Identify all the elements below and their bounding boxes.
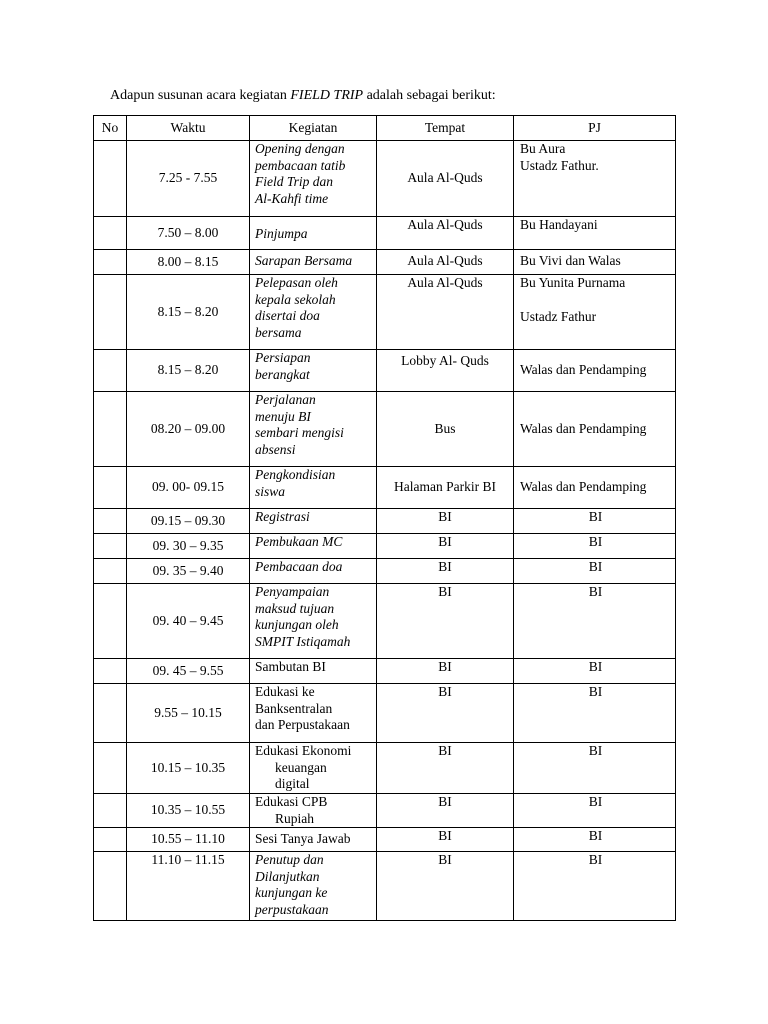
row-tempat: BI (377, 828, 514, 852)
header-kegiatan: Kegiatan (250, 116, 377, 141)
row-tempat: BI (377, 509, 514, 534)
table-row (94, 392, 676, 467)
row-no (94, 828, 127, 852)
row-no (94, 350, 127, 392)
row-pj: BI (514, 852, 676, 921)
row-tempat: Halaman Parkir BI (377, 467, 514, 509)
table-row (94, 467, 676, 509)
row-waktu: 09. 00- 09.15 (127, 467, 250, 509)
row-tempat: BI (377, 743, 514, 794)
row-kegiatan: Penyampaian maksud tujuan kunjungan oleh SMPIT Istiqamah (250, 584, 377, 659)
row-tempat: Bus (377, 392, 514, 467)
row-no (94, 509, 127, 534)
row-pj: Bu Vivi dan Walas (514, 250, 676, 275)
row-pj: BI (514, 509, 676, 534)
row-tempat: BI (377, 794, 514, 828)
row-no (94, 659, 127, 684)
row-waktu: 09. 30 – 9.35 (127, 534, 250, 559)
table-row (94, 659, 676, 684)
row-kegiatan: Sesi Tanya Jawab (250, 828, 377, 852)
row-pj: BI (514, 559, 676, 584)
row-kegiatan: Pelepasan oleh kepala sekolah disertai doa bersama (250, 275, 377, 350)
row-no (94, 141, 127, 217)
row-waktu: 11.10 – 11.15 (127, 852, 250, 921)
row-kegiatan: Pembacaan doa (250, 559, 377, 584)
table-row (94, 350, 676, 392)
header-waktu: Waktu (127, 116, 250, 141)
row-pj: Walas dan Pendamping (514, 467, 676, 509)
row-waktu: 10.55 – 11.10 (127, 828, 250, 852)
row-no (94, 584, 127, 659)
row-no (94, 467, 127, 509)
row-kegiatan: Opening dengan pembacaan tatib Field Trip dan Al-Kahfi time (250, 141, 377, 217)
row-waktu: 8.00 – 8.15 (127, 250, 250, 275)
row-no (94, 852, 127, 921)
row-waktu: 7.50 – 8.00 (127, 217, 250, 250)
row-tempat: BI (377, 584, 514, 659)
table-row (94, 743, 676, 794)
row-tempat: Aula Al-Quds (377, 217, 514, 250)
row-kegiatan: Pembukaan MC (250, 534, 377, 559)
row-pj: BI (514, 659, 676, 684)
header-row (94, 116, 676, 141)
header-no: No (94, 116, 127, 141)
schedule-table (93, 115, 676, 921)
row-waktu: 7.25 - 7.55 (127, 141, 250, 217)
row-waktu: 8.15 – 8.20 (127, 350, 250, 392)
table-row (94, 794, 676, 828)
intro-paragraph (110, 88, 496, 104)
row-tempat: BI (377, 852, 514, 921)
table-row (94, 828, 676, 852)
row-waktu: 09. 45 – 9.55 (127, 659, 250, 684)
row-tempat: BI (377, 684, 514, 743)
row-kegiatan: Edukasi ke Banksentralan dan Perpustakaan (250, 684, 377, 743)
row-pj: Bu Aura Ustadz Fathur. (514, 141, 676, 217)
row-pj: BI (514, 743, 676, 794)
row-kegiatan: Edukasi CPB Rupiah (250, 794, 377, 828)
row-kegiatan: Registrasi (250, 509, 377, 534)
intro-suffix: adalah sebagai berikut: (363, 88, 496, 103)
row-waktu: 09. 40 – 9.45 (127, 584, 250, 659)
row-waktu: 09.15 – 09.30 (127, 509, 250, 534)
row-tempat: BI (377, 534, 514, 559)
header-pj: PJ (514, 116, 676, 141)
row-kegiatan: Sarapan Bersama (250, 250, 377, 275)
table-row (94, 275, 676, 350)
row-no (94, 534, 127, 559)
table-row (94, 534, 676, 559)
row-tempat: Lobby Al- Quds (377, 350, 514, 392)
row-pj: Walas dan Pendamping (514, 392, 676, 467)
row-no (94, 684, 127, 743)
row-no (94, 559, 127, 584)
row-tempat: Aula Al-Quds (377, 141, 514, 217)
row-kegiatan: Penutup dan Dilanjutkan kunjungan ke perpustakaan (250, 852, 377, 921)
row-kegiatan: Persiapan berangkat (250, 350, 377, 392)
row-no (94, 275, 127, 350)
table-row (94, 141, 676, 217)
row-tempat: BI (377, 559, 514, 584)
table-row (94, 217, 676, 250)
row-pj: BI (514, 794, 676, 828)
row-no (94, 217, 127, 250)
row-waktu: 09. 35 – 9.40 (127, 559, 250, 584)
row-no (94, 250, 127, 275)
row-pj: Walas dan Pendamping (514, 350, 676, 392)
row-waktu: 9.55 – 10.15 (127, 684, 250, 743)
row-pj: Bu Handayani (514, 217, 676, 250)
table-row (94, 509, 676, 534)
row-waktu: 8.15 – 8.20 (127, 275, 250, 350)
table-row (94, 584, 676, 659)
row-kegiatan: Edukasi Ekonomi keuangan digital (250, 743, 377, 794)
table-row (94, 852, 676, 921)
intro-emphasis: FIELD TRIP (290, 88, 364, 103)
row-waktu: 10.35 – 10.55 (127, 794, 250, 828)
row-kegiatan: Perjalanan menuju BI sembari mengisi absensi (250, 392, 377, 467)
row-waktu: 08.20 – 09.00 (127, 392, 250, 467)
row-no (94, 392, 127, 467)
row-pj: BI (514, 534, 676, 559)
row-no (94, 743, 127, 794)
table-row (94, 559, 676, 584)
row-tempat: BI (377, 659, 514, 684)
row-kegiatan: Sambutan BI (250, 659, 377, 684)
row-tempat: Aula Al-Quds (377, 250, 514, 275)
row-pj: Bu Yunita Purnama Ustadz Fathur (514, 275, 676, 350)
row-no (94, 794, 127, 828)
row-pj: BI (514, 684, 676, 743)
row-waktu: 10.15 – 10.35 (127, 743, 250, 794)
table-row (94, 684, 676, 743)
row-kegiatan: Pinjumpa (250, 217, 377, 250)
row-kegiatan: Pengkondisian siswa (250, 467, 377, 509)
header-tempat: Tempat (377, 116, 514, 141)
row-pj: BI (514, 828, 676, 852)
table-row (94, 250, 676, 275)
row-tempat: Aula Al-Quds (377, 275, 514, 350)
row-pj: BI (514, 584, 676, 659)
intro-prefix: Adapun susunan acara kegiatan (110, 88, 291, 103)
